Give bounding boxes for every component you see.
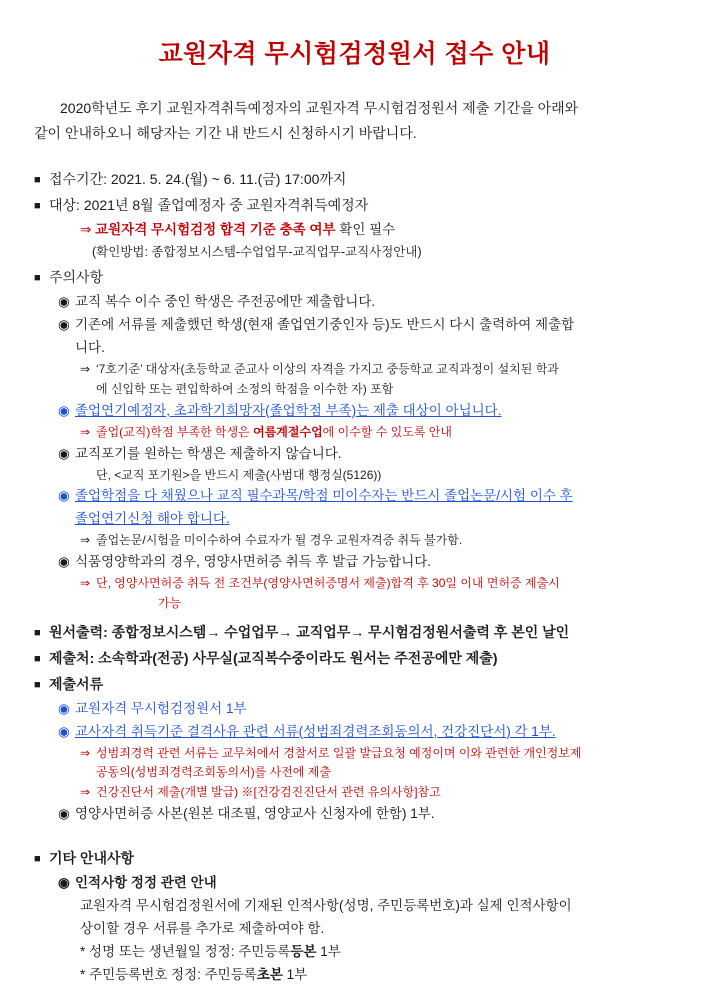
intro-line-1: 2020학년도 후기 교원자격취득예정자의 교원자격 무시험검정원서 제출 기간을 아래와 bbox=[60, 100, 579, 116]
section-place bbox=[34, 646, 681, 670]
note-arrow-text: 단, 영양사면허증 취득 전 조건부(영양사면허증명서 제출)합격 후 30일 이내 면허증 제출시 bbox=[96, 575, 560, 590]
section-notes bbox=[34, 265, 681, 289]
document-item-arrow bbox=[80, 744, 681, 784]
section-documents bbox=[34, 672, 681, 696]
etc-item-2-pre: 주민등록번호 정정: 주민등록 bbox=[89, 966, 257, 982]
etc-item-1 bbox=[80, 941, 681, 964]
documents-label: 제출서류 bbox=[49, 675, 104, 692]
circle-marker-icon: ◉ bbox=[58, 553, 70, 569]
page-title: 교원자격 무시험검정원서 접수 안내 bbox=[158, 40, 551, 68]
note-item-text: 교직포기를 원하는 학생은 제출하지 않습니다. bbox=[75, 445, 342, 461]
note-item-text: 졸업연기예정자, 초과학기희망자(졸업학점 부족)는 제출 대상이 아닙니다. bbox=[75, 402, 502, 418]
note-arrow-text-cont: 가능 bbox=[158, 595, 182, 610]
document-item-text: 교사자격 취득기준 결격사유 관련 서류(성범죄경력조회동의서, 건강진단서) 각 1부. bbox=[75, 723, 556, 739]
square-marker-icon: ■ bbox=[34, 652, 41, 665]
target-sub-1-highlight: 교원자격 무시험검정 합격 기준 충족 여부 bbox=[95, 222, 336, 238]
target-sub-1-tail: 확인 필수 bbox=[335, 222, 396, 238]
note-item-text: 교직 복수 이수 중인 학생은 주전공에만 제출합니다. bbox=[75, 294, 376, 310]
arrow-marker-icon: ⇒ bbox=[80, 362, 91, 377]
note-item-text: 기존에 서류를 제출했던 학생(현재 졸업연기중인자 등)도 반드시 다시 출력하여 제출합 bbox=[75, 317, 575, 333]
etc-item-1-post: 1부 bbox=[316, 943, 341, 959]
square-marker-icon: ■ bbox=[34, 626, 41, 639]
note-arrow-text: 졸업논문/시험을 미이수하여 수료자가 될 경우 교원자격증 취득 불가함. bbox=[96, 533, 463, 548]
note-arrow-text: ‘7호기준’ 대상자(초등학교 준교사 이상의 자격을 가지고 중등학교 교직과정이 설치된 학과 bbox=[96, 362, 559, 377]
document-item-text: 교원자격 무시험검정원서 1부 bbox=[75, 700, 247, 716]
document-item bbox=[58, 803, 681, 826]
square-marker-icon: ■ bbox=[34, 852, 41, 865]
star-marker-icon: * bbox=[80, 966, 86, 982]
note-item-arrow bbox=[80, 423, 681, 443]
square-marker-icon: ■ bbox=[34, 678, 41, 691]
note-note-text: 단, <교직 포기원>을 반드시 제출(사범대 행정실(5126)) bbox=[96, 467, 382, 482]
target-sub-2: (확인방법: 종합정보시스템-수업업무-교직업무-교직사정안내) bbox=[92, 245, 422, 260]
period-label: 접수기간: 2021. 5. 24.(월) ~ 6. 11.(금) 17:00까지 bbox=[49, 171, 347, 187]
document-arrow-text-cont: 공동의(성범죄경력조회동의서)를 사전에 제출 bbox=[96, 765, 331, 780]
arrow-marker-icon: ⇒ bbox=[80, 424, 91, 439]
intro-line-2: 같이 안내하오니 해당자는 기간 내 반드시 신청하시기 바랍니다. bbox=[34, 124, 417, 141]
note-item bbox=[58, 551, 681, 574]
note-item bbox=[58, 400, 681, 423]
note-arrow-text: 졸업(교직)학점 부족한 학생은 여름계절수업에 이수할 수 있도록 안내 bbox=[96, 424, 452, 439]
square-marker-icon: ■ bbox=[34, 272, 41, 285]
note-item bbox=[58, 443, 681, 466]
square-marker-icon: ■ bbox=[34, 200, 41, 213]
circle-marker-icon: ◉ bbox=[58, 294, 70, 310]
etc-sub-label: 인적사항 정정 관련 안내 bbox=[75, 875, 217, 891]
note-item bbox=[58, 314, 681, 360]
note-item-text: 졸업학점을 다 채웠으나 교직 필수과목/학점 미이수자는 반드시 졸업논문/시험 이수 후 bbox=[75, 488, 573, 504]
etc-item-2-bold: 초본 bbox=[256, 966, 283, 982]
etc-item-2 bbox=[80, 964, 681, 987]
document-item bbox=[58, 721, 681, 744]
circle-marker-icon: ◉ bbox=[58, 806, 70, 821]
arrow-marker-icon: ⇒ bbox=[80, 745, 91, 760]
square-marker-icon: ■ bbox=[34, 174, 41, 186]
section-target bbox=[34, 193, 681, 217]
star-marker-icon: * bbox=[80, 943, 86, 959]
etc-body-line-1: 교원자격 무시험검정원서에 기재된 인적사항(성명, 주민등록번호)과 실제 인적사항이 bbox=[80, 897, 572, 913]
target-sub-1 bbox=[80, 219, 681, 242]
print-label: 원서출력: 종합정보시스템→ 수업업무→ 교직업무→ 무시험검정원서출력 후 본인 날인 bbox=[49, 623, 570, 640]
etc-item-2-post: 1부 bbox=[282, 966, 308, 982]
note-item-text-cont: 니다. bbox=[75, 340, 105, 356]
note-item-text: 식품영양학과의 경우, 영양사면허증 취득 후 발급 가능합니다. bbox=[75, 553, 432, 569]
place-label: 제출처: 소속학과(전공) 사무실(교직복수중이라도 원서는 주전공에만 제출) bbox=[49, 649, 498, 666]
note-item-arrow bbox=[80, 531, 681, 551]
etc-item-1-bold: 등본 bbox=[290, 943, 317, 959]
etc-body-line-2: 상이할 경우 서류를 추가로 제출하여야 함. bbox=[80, 920, 325, 936]
notes-label: 주의사항 bbox=[49, 269, 104, 286]
section-etc bbox=[34, 846, 681, 870]
document-item-arrow bbox=[80, 783, 681, 803]
document-arrow-text: 성범죄경력 관련 서류는 교무처에서 경찰서로 일괄 발급요청 예정이며 이와 관련한 개인정보제 bbox=[96, 745, 582, 760]
note-item bbox=[58, 291, 681, 314]
circle-marker-icon: ◉ bbox=[58, 875, 70, 891]
note-item bbox=[58, 485, 681, 531]
circle-marker-icon: ◉ bbox=[58, 488, 70, 504]
circle-marker-icon: ◉ bbox=[58, 445, 70, 461]
etc-label: 기타 안내사항 bbox=[49, 849, 135, 866]
arrow-marker-icon: ⇒ bbox=[80, 785, 91, 800]
note-item-text-cont: 졸업연기신청 해야 합니다. bbox=[75, 511, 230, 527]
intro-paragraph bbox=[34, 96, 675, 145]
circle-marker-icon: ◉ bbox=[58, 700, 70, 716]
arrow-marker-icon: ⇒ bbox=[80, 533, 91, 548]
note-arrow-text-cont: 에 신입학 또는 편입학하여 소정의 학점을 이수한 자) 포함 bbox=[96, 382, 394, 397]
target-label: 대상: 2021년 8월 졸업예정자 중 교원자격취득예정자 bbox=[49, 197, 369, 214]
circle-marker-icon: ◉ bbox=[58, 402, 70, 418]
arrow-marker-icon: ⇒ bbox=[80, 575, 91, 590]
document-item bbox=[58, 698, 681, 721]
note-item-arrow bbox=[80, 574, 681, 614]
etc-sub-heading bbox=[58, 872, 681, 895]
document-item-text: 영양사면허증 사본(원본 대조필, 영양교사 신청자에 한함) 1부. bbox=[75, 806, 435, 821]
note-item-note bbox=[80, 466, 681, 486]
etc-body bbox=[80, 895, 681, 941]
circle-marker-icon: ◉ bbox=[58, 723, 70, 739]
note-item-arrow bbox=[80, 360, 681, 400]
circle-marker-icon: ◉ bbox=[58, 317, 70, 333]
section-print bbox=[34, 620, 681, 644]
section-period bbox=[34, 167, 681, 191]
document-arrow-text: 건강진단서 제출(개별 발급) ※[건강검진진단서 관련 유의사항]참고 bbox=[96, 785, 441, 800]
arrow-marker-icon: ⇒ bbox=[80, 222, 92, 238]
etc-item-1-pre: 성명 또는 생년월일 정정: 주민등록 bbox=[89, 943, 291, 959]
